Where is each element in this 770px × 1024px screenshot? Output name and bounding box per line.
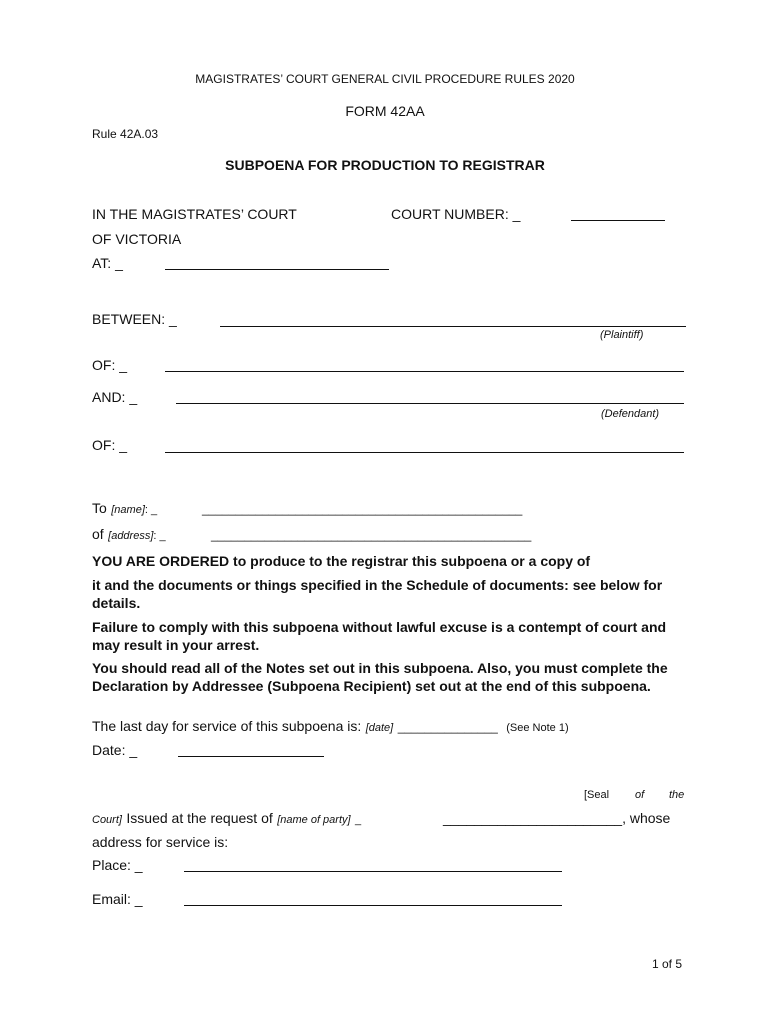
court-at-label: AT: _ [92, 255, 123, 271]
defendant-address-field[interactable] [165, 452, 684, 453]
date-field[interactable] [178, 756, 324, 757]
page-number: 1 of 5 [652, 957, 683, 971]
last-day-label: The last day for service of this subpoena is: [92, 718, 362, 734]
seal-word-2: of [635, 789, 645, 801]
order-paragraph-1-rest: it and the documents or things specified in the Schedule of documents: see below for details. [92, 577, 663, 611]
court-name-line1: IN THE MAGISTRATES’ COURT [92, 206, 297, 222]
plaintiff-note: (Plaintiff) [600, 329, 644, 341]
of-address-field[interactable]: ________________________________________________ [211, 528, 532, 542]
email-field[interactable] [184, 905, 562, 906]
order-line-1: YOU ARE ORDERED to produce to the registrar this subpoena or a copy of [92, 553, 591, 569]
defendant-note: (Defendant) [601, 408, 660, 420]
between-label: BETWEEN: _ [92, 311, 177, 327]
plaintiff-address-field[interactable] [165, 371, 684, 372]
place-field[interactable] [184, 871, 562, 872]
place-label: Place: _ [92, 857, 143, 873]
issued-line [92, 810, 361, 828]
plaintiff-field[interactable] [220, 326, 686, 327]
court-at-field[interactable] [165, 269, 389, 270]
of-line [92, 526, 166, 544]
to-bracket: [name]: _ [111, 504, 158, 516]
court-number-field[interactable] [571, 220, 665, 221]
defendant-field[interactable] [176, 403, 684, 404]
party-suffix: _ [355, 814, 362, 826]
party-blank: _______________________ [443, 810, 623, 826]
and-label: AND: _ [92, 389, 138, 405]
to-prefix: To [92, 500, 107, 516]
court-name-line2: OF VICTORIA [92, 231, 182, 247]
last-day-field[interactable]: _______________ [397, 720, 498, 734]
of-bracket: [address]: _ [108, 530, 166, 542]
seal-word-3: the [669, 789, 685, 801]
rule-reference: Rule 42A.03 [92, 127, 159, 141]
party-bracket: [name of party] [277, 814, 351, 826]
of-prefix: of [92, 526, 104, 542]
address-for-service-label: address for service is: [92, 834, 229, 850]
party-field[interactable] [443, 810, 670, 826]
order-paragraph-2: Failure to comply with this subpoena without lawful excuse is a contempt of court and may result in your arrest. [92, 619, 667, 653]
court-number-label: COURT NUMBER: _ [391, 206, 521, 222]
document-title: SUBPOENA FOR PRODUCTION TO REGISTRAR [225, 157, 545, 173]
to-name-field[interactable]: ________________________________________________ [202, 502, 523, 516]
whose-text: , whose [622, 810, 671, 826]
email-label: Email: _ [92, 891, 143, 907]
last-day-bracket: [date] [365, 722, 394, 734]
rules-title: MAGISTRATES’ COURT GENERAL CIVIL PROCEDURE RULES 2020 [195, 72, 575, 86]
order-paragraph-3: You should read all of the Notes set out in this subpoena. Also, you must complete the Declaration by Addressee (Subpoena Recipient) set out at the end of this subpoena. [92, 660, 668, 694]
last-day-line [92, 718, 569, 736]
to-line [92, 500, 157, 518]
seal-word-1: [Seal [584, 789, 610, 801]
seal-court-word: Court] [92, 814, 122, 826]
date-label: Date: _ [92, 742, 138, 758]
note-reference: (See Note 1) [506, 722, 569, 734]
plaintiff-of-label: OF: _ [92, 357, 128, 373]
form-number: FORM 42AA [345, 103, 425, 119]
issued-text: Issued at the request of [126, 810, 273, 826]
defendant-of-label: OF: _ [92, 437, 128, 453]
